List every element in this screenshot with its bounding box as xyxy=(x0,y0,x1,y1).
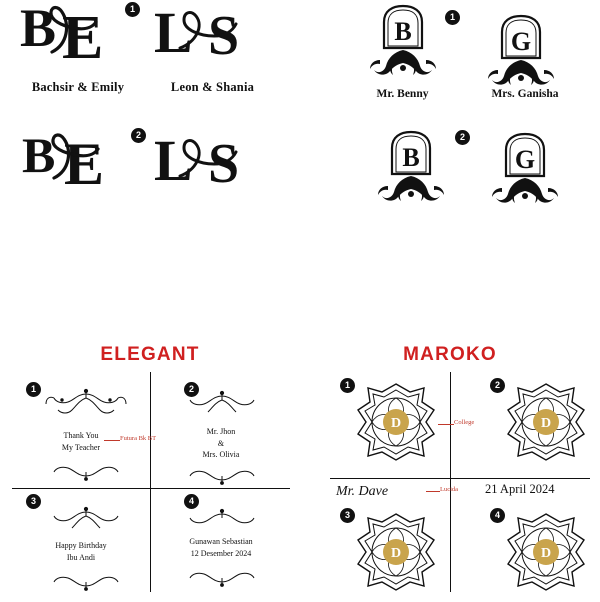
elegant-cell-4[interactable] xyxy=(152,494,290,594)
svg-text:B: B xyxy=(22,128,56,183)
maroko-badge-3: 3 xyxy=(340,508,355,523)
elegant-cell-3[interactable] xyxy=(12,494,150,594)
monogram-be-1-icon xyxy=(18,0,138,64)
crest-g-2-icon xyxy=(482,130,568,210)
maroko-name-callout-line xyxy=(426,491,440,492)
couple-caption-2: Leon & Shania xyxy=(170,80,255,94)
crest-card-g-2[interactable] xyxy=(482,130,568,210)
svg-text:L: L xyxy=(154,130,193,193)
elegant-flourish-2b-icon xyxy=(178,464,266,486)
couple-monogram-group xyxy=(0,0,300,215)
svg-text:B: B xyxy=(402,143,420,172)
maroko-name-callout: Lucida xyxy=(440,486,459,493)
crest-g-1-icon xyxy=(478,12,564,92)
elegant-callout-1: Futura Bk BT xyxy=(120,435,157,442)
monogram-card-be-2[interactable] xyxy=(22,128,142,198)
svg-text:G: G xyxy=(510,27,532,56)
elegant-text-2-line-3: Mrs. Olivia xyxy=(202,450,240,460)
elegant-flourish-1b-icon xyxy=(42,458,130,482)
monogram-card-ls-1[interactable] xyxy=(152,2,272,72)
monogram-badge-1: 1 xyxy=(125,2,140,17)
elegant-flourish-2-icon xyxy=(178,390,266,420)
elegant-callout-line-1 xyxy=(104,440,120,441)
elegant-divider-horizontal xyxy=(12,488,290,489)
maroko-divider-vertical xyxy=(450,372,451,592)
elegant-text-2-line-2: & xyxy=(217,438,225,448)
elegant-flourish-3b-icon xyxy=(42,568,130,592)
crest-card-g-1[interactable] xyxy=(478,12,564,92)
maroko-medallion-1-icon xyxy=(354,382,438,466)
elegant-text-3 xyxy=(12,540,150,563)
svg-text:S: S xyxy=(208,5,240,66)
maroko-badge-2: 2 xyxy=(490,378,505,393)
svg-text:L: L xyxy=(154,2,193,65)
elegant-text-3-line-2: Ibu Andi xyxy=(66,552,96,562)
elegant-flourish-4b-icon xyxy=(178,564,266,588)
elegant-flourish-4-icon xyxy=(178,506,266,534)
elegant-text-2-line-1: Mr. Jhon xyxy=(206,427,236,436)
svg-text:G: G xyxy=(514,145,536,174)
monogram-card-be-1[interactable] xyxy=(18,0,138,70)
maroko-cell-1[interactable] xyxy=(340,376,475,472)
crest-b-2-icon xyxy=(368,128,454,208)
crest-badge-2: 2 xyxy=(455,130,470,145)
elegant-title: ELEGANT xyxy=(100,344,200,365)
maroko-cell-3[interactable] xyxy=(340,506,440,602)
maroko-letter-3: D xyxy=(390,546,402,561)
elegant-text-4-line-1: Gunawan Sebastian xyxy=(189,537,253,546)
maroko-cell-2[interactable] xyxy=(490,376,590,472)
maroko-date-text: 21 April 2024 xyxy=(485,482,555,496)
crest-b-1-icon xyxy=(360,2,446,82)
elegant-badge-4: 4 xyxy=(184,494,199,509)
maroko-medallion-3-icon xyxy=(354,512,438,596)
svg-text:B: B xyxy=(394,17,412,46)
crest-badge-1: 1 xyxy=(445,10,460,25)
crest-monogram-group xyxy=(330,0,600,215)
elegant-text-4 xyxy=(152,536,290,559)
svg-text:E: E xyxy=(62,4,104,64)
maroko-badge-4: 4 xyxy=(490,508,505,523)
crest-caption-1: Mr. Benny xyxy=(376,88,429,100)
elegant-text-2 xyxy=(152,426,290,461)
elegant-flourish-1-icon xyxy=(42,388,130,422)
maroko-divider-horizontal xyxy=(330,478,590,479)
crest-card-b-2[interactable] xyxy=(368,128,465,208)
elegant-text-4-line-2: 12 Desember 2024 xyxy=(190,548,252,558)
elegant-text-1-line-2: My Teacher xyxy=(61,442,101,452)
svg-text:S: S xyxy=(208,133,240,194)
monogram-badge-2: 2 xyxy=(131,128,146,143)
maroko-medallion-2-icon xyxy=(504,382,588,466)
elegant-text-3-line-1: Happy Birthday xyxy=(55,541,107,550)
maroko-section xyxy=(300,330,600,600)
maroko-letter-4: D xyxy=(540,546,552,561)
elegant-section xyxy=(0,330,300,600)
elegant-cell-2[interactable] xyxy=(152,378,290,486)
maroko-callout-1: College xyxy=(454,419,475,426)
monogram-ls-1-icon xyxy=(152,2,272,66)
elegant-badge-3: 3 xyxy=(26,494,41,509)
monogram-ls-2-icon xyxy=(152,130,272,194)
crest-caption-2: Mrs. Ganisha xyxy=(491,88,559,100)
elegant-divider-vertical xyxy=(150,372,151,592)
crest-card-b-1[interactable] xyxy=(360,2,455,82)
svg-text:E: E xyxy=(64,131,105,192)
maroko-title: MAROKO xyxy=(403,344,497,365)
monogram-be-2-icon xyxy=(22,128,142,192)
maroko-letter-2: D xyxy=(540,416,552,431)
couple-caption-1: Bachsir & Emily xyxy=(31,80,125,94)
monogram-card-ls-2[interactable] xyxy=(152,130,272,200)
elegant-flourish-3-icon xyxy=(42,504,130,534)
maroko-callout-line-1 xyxy=(438,424,454,425)
maroko-badge-1: 1 xyxy=(340,378,355,393)
maroko-letter-1: D xyxy=(390,416,402,431)
elegant-cell-1[interactable] xyxy=(12,378,157,486)
elegant-badge-2: 2 xyxy=(184,382,199,397)
maroko-medallion-4-icon xyxy=(504,512,588,596)
maroko-name-text: Mr. Dave xyxy=(336,484,389,499)
elegant-text-1-line-1: Thank You xyxy=(63,431,99,440)
svg-text:B: B xyxy=(20,0,53,58)
maroko-cell-4[interactable] xyxy=(490,506,590,602)
elegant-badge-1: 1 xyxy=(26,382,41,397)
